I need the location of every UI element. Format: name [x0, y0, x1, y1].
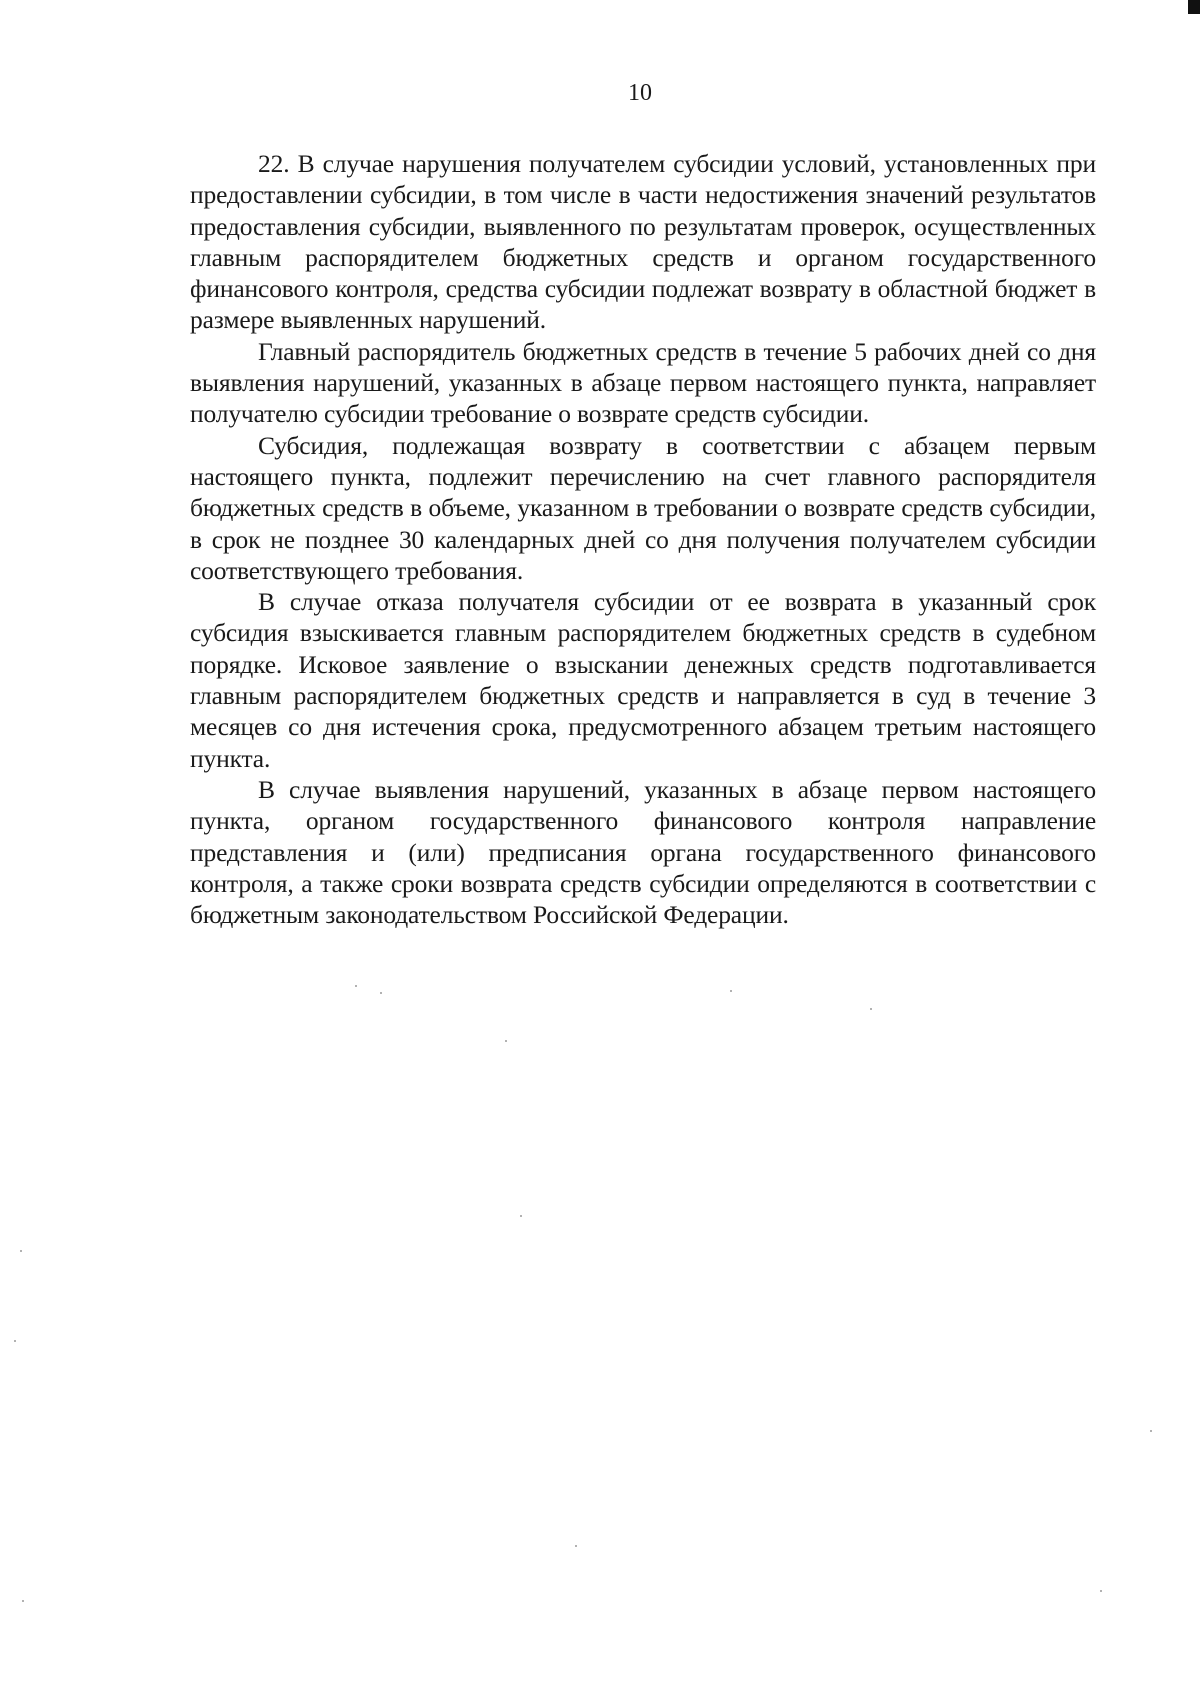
scan-speck — [730, 990, 732, 992]
paragraph-court-recovery: В случае отказа получателя субсидии от ее возврата в указанный срок субсидия взыскивается главным распорядителем бюджетных средств в судебном порядке. Исковое заявление о взыскании денежных средств подготавливается главным распорядителем бюджетных средств и направляется в суд в течение 3 месяцев со дня истечения срока, предусмотренного абзацем третьим настоящего пункта. — [190, 587, 1096, 773]
paragraph-transfer-term: Субсидия, подлежащая возврату в соответствии с абзацем первым настоящего пункта, подлежит перечислению на счет главного распорядителя бюджетных средств в объеме, указанном в требовании о возврате средств субсидии, в срок не позднее 30 календарных дней со дня получения получателем субсидии соответствующего требования. — [190, 430, 1096, 585]
scan-speck — [1100, 1590, 1102, 1592]
scan-speck — [505, 1040, 507, 1042]
paragraph-violation-return: 22. В случае нарушения получателем субсидии условий, установленных при предоставлении субсидии, в том числе в части недостижения значений результатов предоставления субсидии, выявленного по результатам проверок, осуществленных главным распорядителем бюджетных средств и органом государственного финансового контроля, средства субсидии подлежат возврату в областной бюджет в размере выявленных нарушений. — [190, 149, 1096, 335]
scan-corner-mark — [1188, 0, 1200, 14]
scan-speck — [22, 1600, 24, 1602]
document-body — [190, 148, 1096, 930]
paragraph-return-demand: Главный распорядитель бюджетных средств в течение 5 рабочих дней со дня выявления нарушений, указанных в абзаце первом настоящего пункта, направляет получателю субсидии требование о возврате средств субсидии. — [190, 336, 1096, 429]
page-number: 10 — [628, 80, 652, 106]
scan-speck — [380, 992, 382, 994]
scan-speck — [520, 1215, 522, 1217]
paragraph-financial-control: В случае выявления нарушений, указанных в абзаце первом настоящего пункта, органом государственного финансового контроля направление представления и (или) предписания органа государственного финансового контроля, а также сроки возврата средств субсидии определяются в соответствии с бюджетным законодательством Российской Федерации. — [190, 774, 1096, 930]
scan-speck — [14, 1340, 16, 1342]
scan-speck — [20, 1250, 22, 1252]
scan-speck — [575, 1545, 577, 1547]
scan-speck — [1150, 1430, 1152, 1432]
scan-speck — [870, 1008, 872, 1010]
scan-speck — [355, 985, 357, 987]
